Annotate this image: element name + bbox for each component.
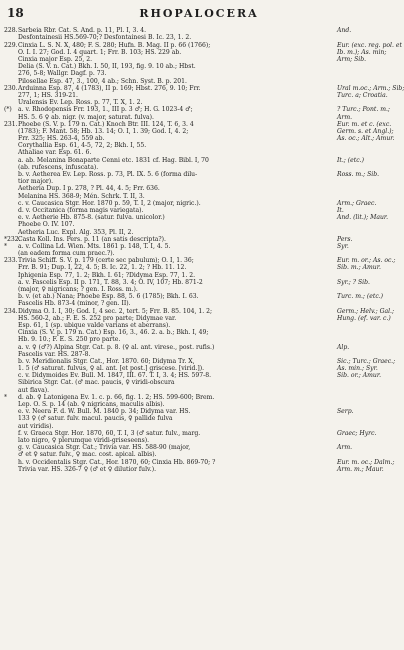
distribution: And. (lit.); Maur. xyxy=(337,214,389,222)
entry-text: Corythallia Esp. 61, 4-5, 72, 2; Bkh. I, 55. xyxy=(18,142,147,150)
catalogue-line xyxy=(4,114,396,121)
distribution: Hung. (ef. var. c.) xyxy=(337,314,391,322)
entry-text: Trivia var. HS. 326-7 ♀ (♂ et ♀ dilutior fulv.). xyxy=(18,465,157,473)
entry-text: d. ab. ♀ Latonigena Ev. 1. c. p. 66, fig. 1. 2; HS. 599-600; Brem. xyxy=(18,393,215,401)
catalogue-line xyxy=(4,408,396,415)
catalogue-line xyxy=(4,293,396,300)
entry-text: Delia (S. V. n. Cat.) Bkh. I. 50, II, 193, fig. 9. 10 ab.; Hbst. xyxy=(18,63,196,71)
entry-text: g. v. Caucasica Stgr. Cat.; Trivia var. HS. 588-90 (major, xyxy=(18,444,191,452)
catalogue-line xyxy=(4,185,396,192)
distribution: Eur. m. et c. (exc. xyxy=(337,120,392,128)
entry-number: 231. xyxy=(4,120,18,128)
catalogue-line xyxy=(4,336,396,343)
entry-text: ♂ et ♀ satur. fulv., ♀ mac. cost. apical. albis). xyxy=(18,451,157,459)
distribution: Arm. m.; Maur. xyxy=(337,465,384,473)
distribution: Arm. xyxy=(337,444,353,452)
entry-text: f. v. Graeca Stgr. Hor. 1870, 60, T. I, 3 (♂ satur. fulv., marg. xyxy=(18,429,201,437)
entry-text: Hb. 9. 10.; F. E. S. 250 pro parte. xyxy=(18,336,121,344)
catalogue-line xyxy=(4,49,396,56)
entry-number: (*) xyxy=(4,106,12,114)
catalogue-line xyxy=(4,459,396,466)
catalogue-line xyxy=(4,315,396,322)
catalogue-line xyxy=(4,279,396,286)
distribution: Germ. s. et Angl.); xyxy=(337,127,394,135)
entry-number: * xyxy=(4,393,8,401)
entry-text: Lep. O. S. p. 14 (ab. ♀ nigricans, maculis albis). xyxy=(18,401,165,409)
catalogue-line xyxy=(4,193,396,200)
catalogue-line xyxy=(4,92,396,99)
catalogue-line xyxy=(4,142,396,149)
distribution: Sib. m.; Amur. xyxy=(337,264,381,272)
entry-text: 1. 5 (♂ saturat. fulvus, ♀ al. ant. [et post.] griscese. [virid.]). xyxy=(18,365,205,373)
catalogue-line xyxy=(4,157,396,164)
entry-text: Phoebe (S. V. p. 179 n. Cat.) Knoch Btr. III. 124, T. 6, 3. 4 xyxy=(18,120,194,128)
entry-number: *232. xyxy=(4,235,21,243)
entry-text: tior major). xyxy=(18,178,54,186)
catalogue-line xyxy=(4,466,396,473)
catalogue-line xyxy=(4,221,396,228)
catalogue-line xyxy=(4,106,396,113)
distribution: Eur. m. or.; As. oc.; xyxy=(337,257,396,265)
entry-number: 229. xyxy=(4,41,18,49)
distribution: Arm. xyxy=(337,113,353,121)
distribution: Ib. m.); As. min; xyxy=(337,48,387,56)
distribution: Arm.; Graec. xyxy=(337,199,377,207)
entry-text: Aetheria Dup. I p. 278, ? Pl. 44, 4. 5; Frr. 636. xyxy=(18,185,160,193)
entry-text: Didyma O. I. I, 30; God. I, 4 sec. 2, tert. 5; Frr. B. 85. 104, 1. 2; xyxy=(18,307,213,315)
distribution: Pers. xyxy=(337,235,353,243)
entry-text: b. v. Aetherea Ev. Lep. Ross. p. 73, Pl. IX. 5. 6 (forma dilu- xyxy=(18,171,198,179)
catalogue-line xyxy=(4,372,396,379)
distribution: It. xyxy=(337,206,344,214)
entry-text: (1783); F. Mant. 58; Hb. 13. 14; O. I, 1. 39; God. I, 4. 2; xyxy=(18,127,189,135)
catalogue-line xyxy=(4,171,396,178)
catalogue-line xyxy=(4,286,396,293)
catalogue-line xyxy=(4,300,396,307)
distribution: Germ.; Helv.; Gal.; xyxy=(337,307,395,315)
entry-text: Fascelis Hb. 873-4 (minor, ? gen. II). xyxy=(18,300,131,308)
entry-text: Arduinna Esp. 87, 4 (1783), II p. 169; Hbst. 276, 9. 10; Frr. xyxy=(18,84,201,92)
entry-text: Desfontainesii HS.569-70;? Desfontainesi B. Ic. 23, 1. 2. xyxy=(18,34,192,42)
entry-text: Cinxia major Esp. 25, 2. xyxy=(18,56,93,64)
entry-text: c. v. Caucasica Stgr. Hor. 1870 p. 59, T. I, 2 (major, nigric.). xyxy=(18,199,201,207)
distribution: Arm; Sib. xyxy=(337,56,367,64)
entry-text: Frr. B. 91; Dup. I, 22, 4. 5; B. Ic. 22, 1. 2; ? Hb. 11. 12. xyxy=(18,264,187,272)
distribution: As. oc.; Alt.; Amur. xyxy=(337,135,395,143)
entry-text: Sarbeia Rbr. Cat. S. And. p. 11, Pl. I, 3. 4. xyxy=(18,27,147,35)
catalogue-line xyxy=(4,257,396,264)
entry-text: Aetheria Luc. Expl. Alg. 353, Pl. II, 2. xyxy=(18,228,134,236)
distribution: Syr.; ? Sib. xyxy=(337,278,370,286)
distribution: ? Turc.; Pont. m.; xyxy=(337,106,390,114)
catalogue-line xyxy=(4,84,404,92)
entry-text: Fascelis var. HS. 287-8. xyxy=(18,350,91,358)
entry-text: Frr. 325; HS. 263-4, 559 ab. xyxy=(18,135,105,143)
entry-text: a. v. ♀ (♂?) Alpina Stgr. Cat. p. 8. (♀ al. ant. virese., post. rufis.) xyxy=(18,343,215,351)
catalogue-line xyxy=(4,78,396,85)
catalogue-line xyxy=(4,243,396,250)
catalogue-line xyxy=(4,272,396,279)
catalogue-line xyxy=(4,207,396,214)
entry-text: a. v. Collina Ld. Wien. Mts. 1861 p. 148, T. I, 4. 5. xyxy=(18,242,171,250)
entry-text: h. v. Occidentalis Stgr. Cat., Hor. 1870, 60; Cinxia Hb. 869-70; ? xyxy=(18,458,216,466)
catalogue-line xyxy=(4,329,396,336)
page-number: 18 xyxy=(7,6,24,20)
entry-text: Trivia Schiff. S. V. p. 179 (certe sec pabulum); O. I, 1. 36; xyxy=(18,257,194,265)
catalogue-line xyxy=(4,200,396,207)
entry-text: a. v. Fascelis Esp. II p. 171, T. 88, 3. 4; O. IV, 107; Hb. 871-2 xyxy=(18,278,203,286)
entry-text: Casta Koll. Ins. Pers. p. 11 (an satis descripta?). xyxy=(18,235,166,243)
catalogue-line xyxy=(4,229,396,236)
entry-text: Sibirica Stgr. Cat. (♂ mac. paucis, ♀ viridi-obscura xyxy=(18,379,175,387)
catalogue-line xyxy=(4,451,396,458)
catalogue-line xyxy=(4,415,396,422)
page-header xyxy=(7,6,391,22)
entry-text: Uralensis Ev. Lep. Ross. p. 77, T. X, 1. 2. xyxy=(18,99,143,107)
catalogue-line xyxy=(4,99,396,106)
entry-text: lato nigro, ♀ plerumque viridi-griseseens). xyxy=(18,436,150,444)
catalogue-line xyxy=(4,250,396,257)
entry-text: d. v. Occitanica (forma magis variegata). xyxy=(18,206,144,214)
entry-text: aut flava). xyxy=(18,386,50,394)
catalogue-line xyxy=(4,27,396,34)
catalogue-line xyxy=(4,214,396,221)
entry-text: HS. 560-2, ab.; F. E. S. 252 pro parte; Didymae var. xyxy=(18,314,177,322)
distribution: Graec; Hyrc. xyxy=(337,429,377,437)
distribution: And. xyxy=(337,27,352,35)
catalogue-line xyxy=(4,444,396,451)
entry-text: a. ab. Melanina Bonaparte Cenni etc. 1831 cf. Hag. Bibl. I, 70 xyxy=(18,156,209,164)
entry-number: 233. xyxy=(4,257,18,265)
entry-text: Iphigenia Esp. 77, 1. 2; Bkh. I. 61; ?Didyma Esp. 77, 1. 2. xyxy=(18,271,196,279)
catalogue-line xyxy=(4,236,396,243)
entry-text: 133 ♀ (♂ satur. fulv. macul. paucis, ♀ pallide fulva xyxy=(18,415,173,423)
catalogue-line xyxy=(4,322,396,329)
catalogue-line xyxy=(4,437,396,444)
catalogue-line xyxy=(4,423,396,430)
catalogue-line xyxy=(4,379,396,386)
catalogue-line xyxy=(4,128,396,135)
distribution: Eur. m. oc.; Dalm.; xyxy=(337,458,395,466)
catalogue-line xyxy=(4,351,396,358)
distribution: Ross. m.; Sib. xyxy=(337,171,380,179)
entry-text: Esp. 61, 1 (sp. ubique valde varians et aberrans). xyxy=(18,321,171,329)
distribution: Turc. a; Croatia. xyxy=(337,91,388,99)
distribution: Serp. xyxy=(337,408,354,416)
entry-text: Melanina HS. 368-9; Mén. Schrk. T. II, 3. xyxy=(18,192,145,200)
running-head: RHOPALOCERA xyxy=(139,7,259,20)
catalogue-line xyxy=(4,401,396,408)
entry-number: 234. xyxy=(4,307,18,315)
entry-text: e. v. Aetherie Hb. 875-8. (satur. fulva. unicolor.) xyxy=(18,214,165,222)
catalogue-line xyxy=(4,394,396,401)
catalogue-line xyxy=(4,164,396,171)
entry-text: b. v. (et ab.) Nana; Phoebe Esp. 88, 5. 6 (1785); Bkh. I. 63. xyxy=(18,293,199,301)
entry-text: a. v. Rhodopensis Frr. 193, 1., III p. 3 ♂; H. G. 1023-4 ♂; xyxy=(18,106,193,114)
catalogue-line xyxy=(4,121,396,128)
catalogue-line xyxy=(4,149,396,156)
entry-text: Phoebe O. IV. 107. xyxy=(18,221,75,229)
catalogue-line xyxy=(4,41,402,49)
catalogue-line xyxy=(4,70,396,77)
catalogue-line xyxy=(4,264,396,271)
entry-number: 228. xyxy=(4,27,18,35)
entry-text: (an eadem forma cum praec.?). xyxy=(18,250,115,258)
catalogue-line xyxy=(4,135,396,142)
entry-text: (ab. rufescens, infuscata). xyxy=(18,163,99,171)
catalogue-line xyxy=(4,344,396,351)
distribution: It.; (etc.) xyxy=(337,156,364,164)
distribution: Ural m.oc.; Arm.; Sib; xyxy=(337,84,404,92)
entry-text: Athaliae var. Esp. 61. 6. xyxy=(18,149,92,157)
distribution: Turc. m.; (etc.) xyxy=(337,293,384,301)
entry-text: Pilosellae Esp. 47, 3., 100, 4 ab.; Schn. Syst. B. p. 201. xyxy=(18,77,187,85)
entry-text: 277, 1; HS. 319-21. xyxy=(18,91,78,99)
entry-text: c. v. Didymoides Ev. Bull. M. 1847, III. 67. T. I, 3. 4; HS. 597-8. xyxy=(18,372,212,380)
distribution: Eur. (exc. reg. pol. et xyxy=(337,41,402,49)
distribution: Sib. or.; Amur. xyxy=(337,372,382,380)
entry-text: HS. 5. 6 ♀ ab. nigr. (v. major, saturat. fulva). xyxy=(18,113,154,121)
catalogue-line xyxy=(4,63,396,70)
entry-number: * xyxy=(4,242,8,250)
entry-text: b. v. Meridionalis Stgr. Cat., Hor. 1870. 60; Didyma Tr. X, xyxy=(18,357,195,365)
entry-text: Cinxia L. S. N. X, 480; F. S. 280; Hufn. B. Mag. II p. 66 (1766); xyxy=(18,41,211,49)
catalogue-line xyxy=(4,308,396,315)
entry-text: 276, 5-8; Wallgr. Dagf. p. 73. xyxy=(18,70,107,78)
entry-text: Cinxia (S. V. p. 179 n. Cat.) Esp. 16, 3., 46. 2. a. b.; Bkh. I, 49; xyxy=(18,329,209,337)
entry-number: 230. xyxy=(4,84,18,92)
distribution: Sic.; Turc.; Graec.; xyxy=(337,357,396,365)
catalogue-line xyxy=(4,365,396,372)
entry-text: (major, ♀ nigricans; ? gen. I. Ross. m.). xyxy=(18,286,138,294)
catalogue-line xyxy=(4,358,396,365)
catalogue-line xyxy=(4,430,396,437)
catalogue-line xyxy=(4,178,396,185)
catalogue-line xyxy=(4,34,396,41)
entry-text: e. v. Neera F. d. W. Bull. M. 1840 p. 34; Didyma var. HS. xyxy=(18,408,191,416)
catalogue-line xyxy=(4,56,396,63)
catalogue-line xyxy=(4,387,396,394)
entry-text: aut viridis). xyxy=(18,422,54,430)
distribution: Alp. xyxy=(337,343,350,351)
entry-text: O. I. I. 27; God. I. 4 quart. 1; Frr. B. 103; HS. 229 ab. xyxy=(18,48,182,56)
catalogue-entries xyxy=(4,26,404,473)
distribution: As. min.; Syr. xyxy=(337,365,378,373)
distribution: Syr. xyxy=(337,242,349,250)
